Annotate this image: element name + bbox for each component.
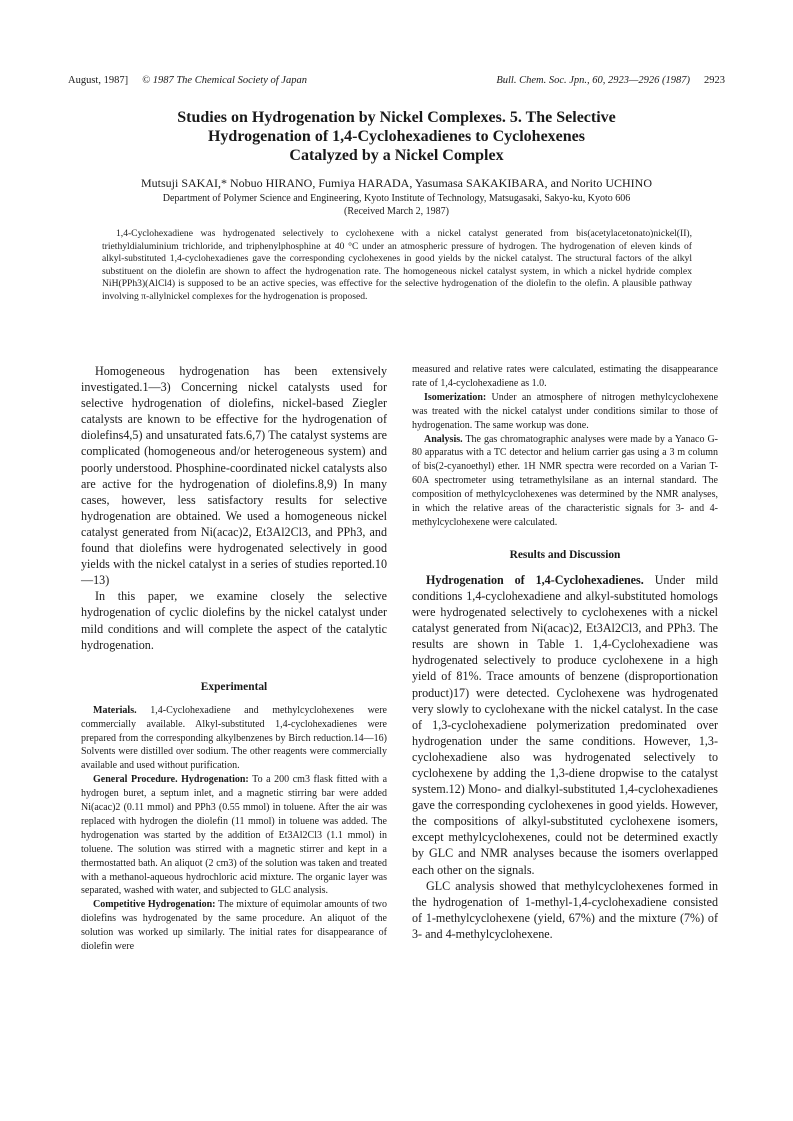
received-date: (Received March 2, 1987) [344,206,449,217]
run-in-subheading: Competitive Hydrogenation: [93,899,216,911]
general-procedure-paragraph [81,773,387,898]
analysis-paragraph [412,433,718,530]
run-in-heading: Materials. [93,704,137,716]
author-list: Mutsuji SAKAI,* Nobuo HIRANO, Fumiya HARADA, Yasumasa SAKAKIBARA, and Norito UCHINO [140,176,652,190]
issue-date: August, 1987] [68,74,129,86]
running-header [68,72,725,88]
intro-paragraph: Homogeneous hydrogenation has been extensively investigated.1—3) Concerning nickel catalysts used for selective hydrogenation of diolefins, nickel-based Ziegler catalysts are known to be effective for the hydrogenation of diolefins4,5) and unsaturated fats.6,7) The catalyst systems are complicated (homogeneous and/or heterogeneous system) and poorly understood. Phosphine-coordinated nickel catalysts also are active for the hydrogenation of diolefins.8,9) In many cases, however, less satisfactory results for selective hydrogenation are obtained. We used a homogeneous nickel catalyst generated from Ni(acac)2, Et3Al2Cl3, and PPh3, and found that diolefins were hydrogenated selectively in good yields with the nickel catalyst in a series of studies reported.10—13) [81,364,387,588]
abstract [102,228,692,304]
abstract-text: 1,4-Cyclohexadiene was hydrogenated selectively to cyclohexene with a nickel catalyst generated from bis(acetylacetonato)nickel(II), triethyldialuminium trichloride, and triphenylphosphine at 40 °C under an atmospheric pressure of hydrogen. The hydrogenation of eleven kinds of alkyl-substituted 1,4-cyclohexadienes gave the corresponding cyclohexenes in good yields by the nickel catalyst. The structural factors of the alkyl substituent on the diolefin are shown to affect the hydrogenation rate. The homogeneous nickel catalyst system, in which a nickel hydride complex NiH(PPh3)(AlCl4) is supposed to be an active species, was effective for the selective hydrogenation of the diolefin to the olefin. A plausible pathway involving π-allylnickel complexes for the hydrogenation is proposed. [102,228,692,302]
paragraph-text: Under mild conditions 1,4-cyclohexadiene and alkyl-substituted homologs were hydrogenated selectively to cyclohexenes with a nickel catalyst generated from Ni(acac)2, Et3Al2Cl3, and PPh3. The results are shown in Table 1. 1,4-Cyclohexadiene was hydrogenated selectively to produce cyclohexene in a high yield of 81%. Trace amounts of benzene (disproportionation product)17) were detected. Cyclohexene was hydrogenated very slowly to cyclohexane with the nickel catalyst. In the case of 1,3-cyclohexadiene polymerization predominated over hydrogenation under the same conditions. However, 1,3-cyclohexadiene also was hydrogenated selectively to cyclohexene by adding the 1,3-diene dropwise to the catalyst system.12) Mono- and dialkyl-substituted 1,4-cyclohexadienes gave the corresponding cyclohexenes in good yields. However, the compositions of alkyl-substituted cyclohexene isomers, except methylcyclohexenes, could not be determined exactly by GLC and NMR analyses because the isomers overlapped each other on the signals. [412,572,718,877]
run-in-heading: Analysis. [424,433,463,445]
continued-paragraph: measured and relative rates were calculated, estimating the disappearance rate of 1,4-cyclohexadiene as 1.0. [412,364,718,389]
section-heading-results: Results and Discussion [509,548,621,561]
affiliation: Department of Polymer Science and Engineering, Kyoto Institute of Technology, Matsugasaki, Sakyo-ku, Kyoto 606 [162,193,631,204]
run-in-heading: General Procedure. [93,774,178,786]
run-in-subheading: Isomerization: [424,391,487,403]
left-column [81,363,387,954]
intro-paragraph: In this paper, we examine closely the selective hydrogenation of cyclic diolefins by the nickel catalyst under mild conditions and will complete the aspect of the catalytic hydrogenation. [81,589,387,652]
paragraph-text: 1,4-Cyclohexadiene and methylcyclohexenes were commercially available. Alkyl-substituted 1,4-cyclohexadienes were prepared from the corresponding alkylbenzenes by Birch reduction.14—16) Solvents were distilled over sodium. The other reagents were commercially available and used without purification. [81,704,387,772]
run-in-subheading: Hydrogenation: [181,774,249,786]
title-line: Hydrogenation of 1,4-Cyclohexadienes to Cyclohexenes [207,128,585,145]
materials-paragraph [81,704,387,774]
run-in-heading: Hydrogenation of 1,4-Cyclohexadienes. [426,572,644,587]
right-column [412,363,718,942]
affiliation-block [60,192,733,218]
journal-citation: Bull. Chem. Soc. Jpn., 60, 2923—2926 (1987) [496,74,690,86]
title-line: Catalyzed by a Nickel Complex [289,147,504,164]
copyright-notice: © 1987 The Chemical Society of Japan [142,74,307,86]
paragraph-text: The gas chromatographic analyses were made by a Yanaco G-80 apparatus with a TC detector and helium carrier gas using a 3 m column of bis(2-cyanoethyl) ether. 1H NMR spectra were recorded on a Varian T-60A spectrometer using tetramethylsilane as an internal standard. The composition of methylcyclohexenes was determined by the NMR analyses, in which the relative areas of the characteristic signals for 3- and 4-methylcyclohexene were calculated. [412,433,718,528]
isomerization-paragraph [412,391,718,433]
paragraph-text: Under an atmosphere of nitrogen methylcyclohexene was treated with the nickel catalyst under conditions similar to those of hydrogenation. The same workup was done. [412,391,719,431]
article-title [90,108,703,165]
section-heading-experimental: Experimental [200,680,268,693]
paragraph-text: The mixture of equimolar amounts of two diolefins was hydrogenated by the same procedure. An aliquot of the solution was worked up similarly. The initial rates for disappearance of diolefin were [81,899,387,953]
glc-paragraph: GLC analysis showed that methylcyclohexenes formed in the hydrogenation of 1-methyl-1,4-cyclohexadiene consisted of 1-methylcyclohexene (yield, 67%) and the mixture (7%) of 3- and 4-methylcyclohexene. [412,878,718,941]
paragraph-text: To a 200 cm3 flask fitted with a hydrogen buret, a septum inlet, and a magnetic stirring bar were added Ni(acac)2 (0.11 mmol) and PPh3 (0.55 mmol) in toluene. After the air was replaced with hydrogen the diolefin (11 mmol) in toluene was added. The hydrogenation was started by the addition of Et3Al2Cl3 (1.1 mmol) in toluene. The solution was stirred with a magnetic stirrer and kept in a thermostatted bath. An aliquot (2 cm3) of the solution was taken and treated with a methanol-aqueous hydrochloric acid mixture. The organic layer was separated, washed with water, and subjected to GLC analysis. [81,774,388,897]
results-paragraph [412,572,718,878]
page-number: 2923 [704,74,725,86]
competitive-paragraph [81,898,387,954]
title-line: Studies on Hydrogenation by Nickel Complexes. 5. The Selective [177,109,616,126]
